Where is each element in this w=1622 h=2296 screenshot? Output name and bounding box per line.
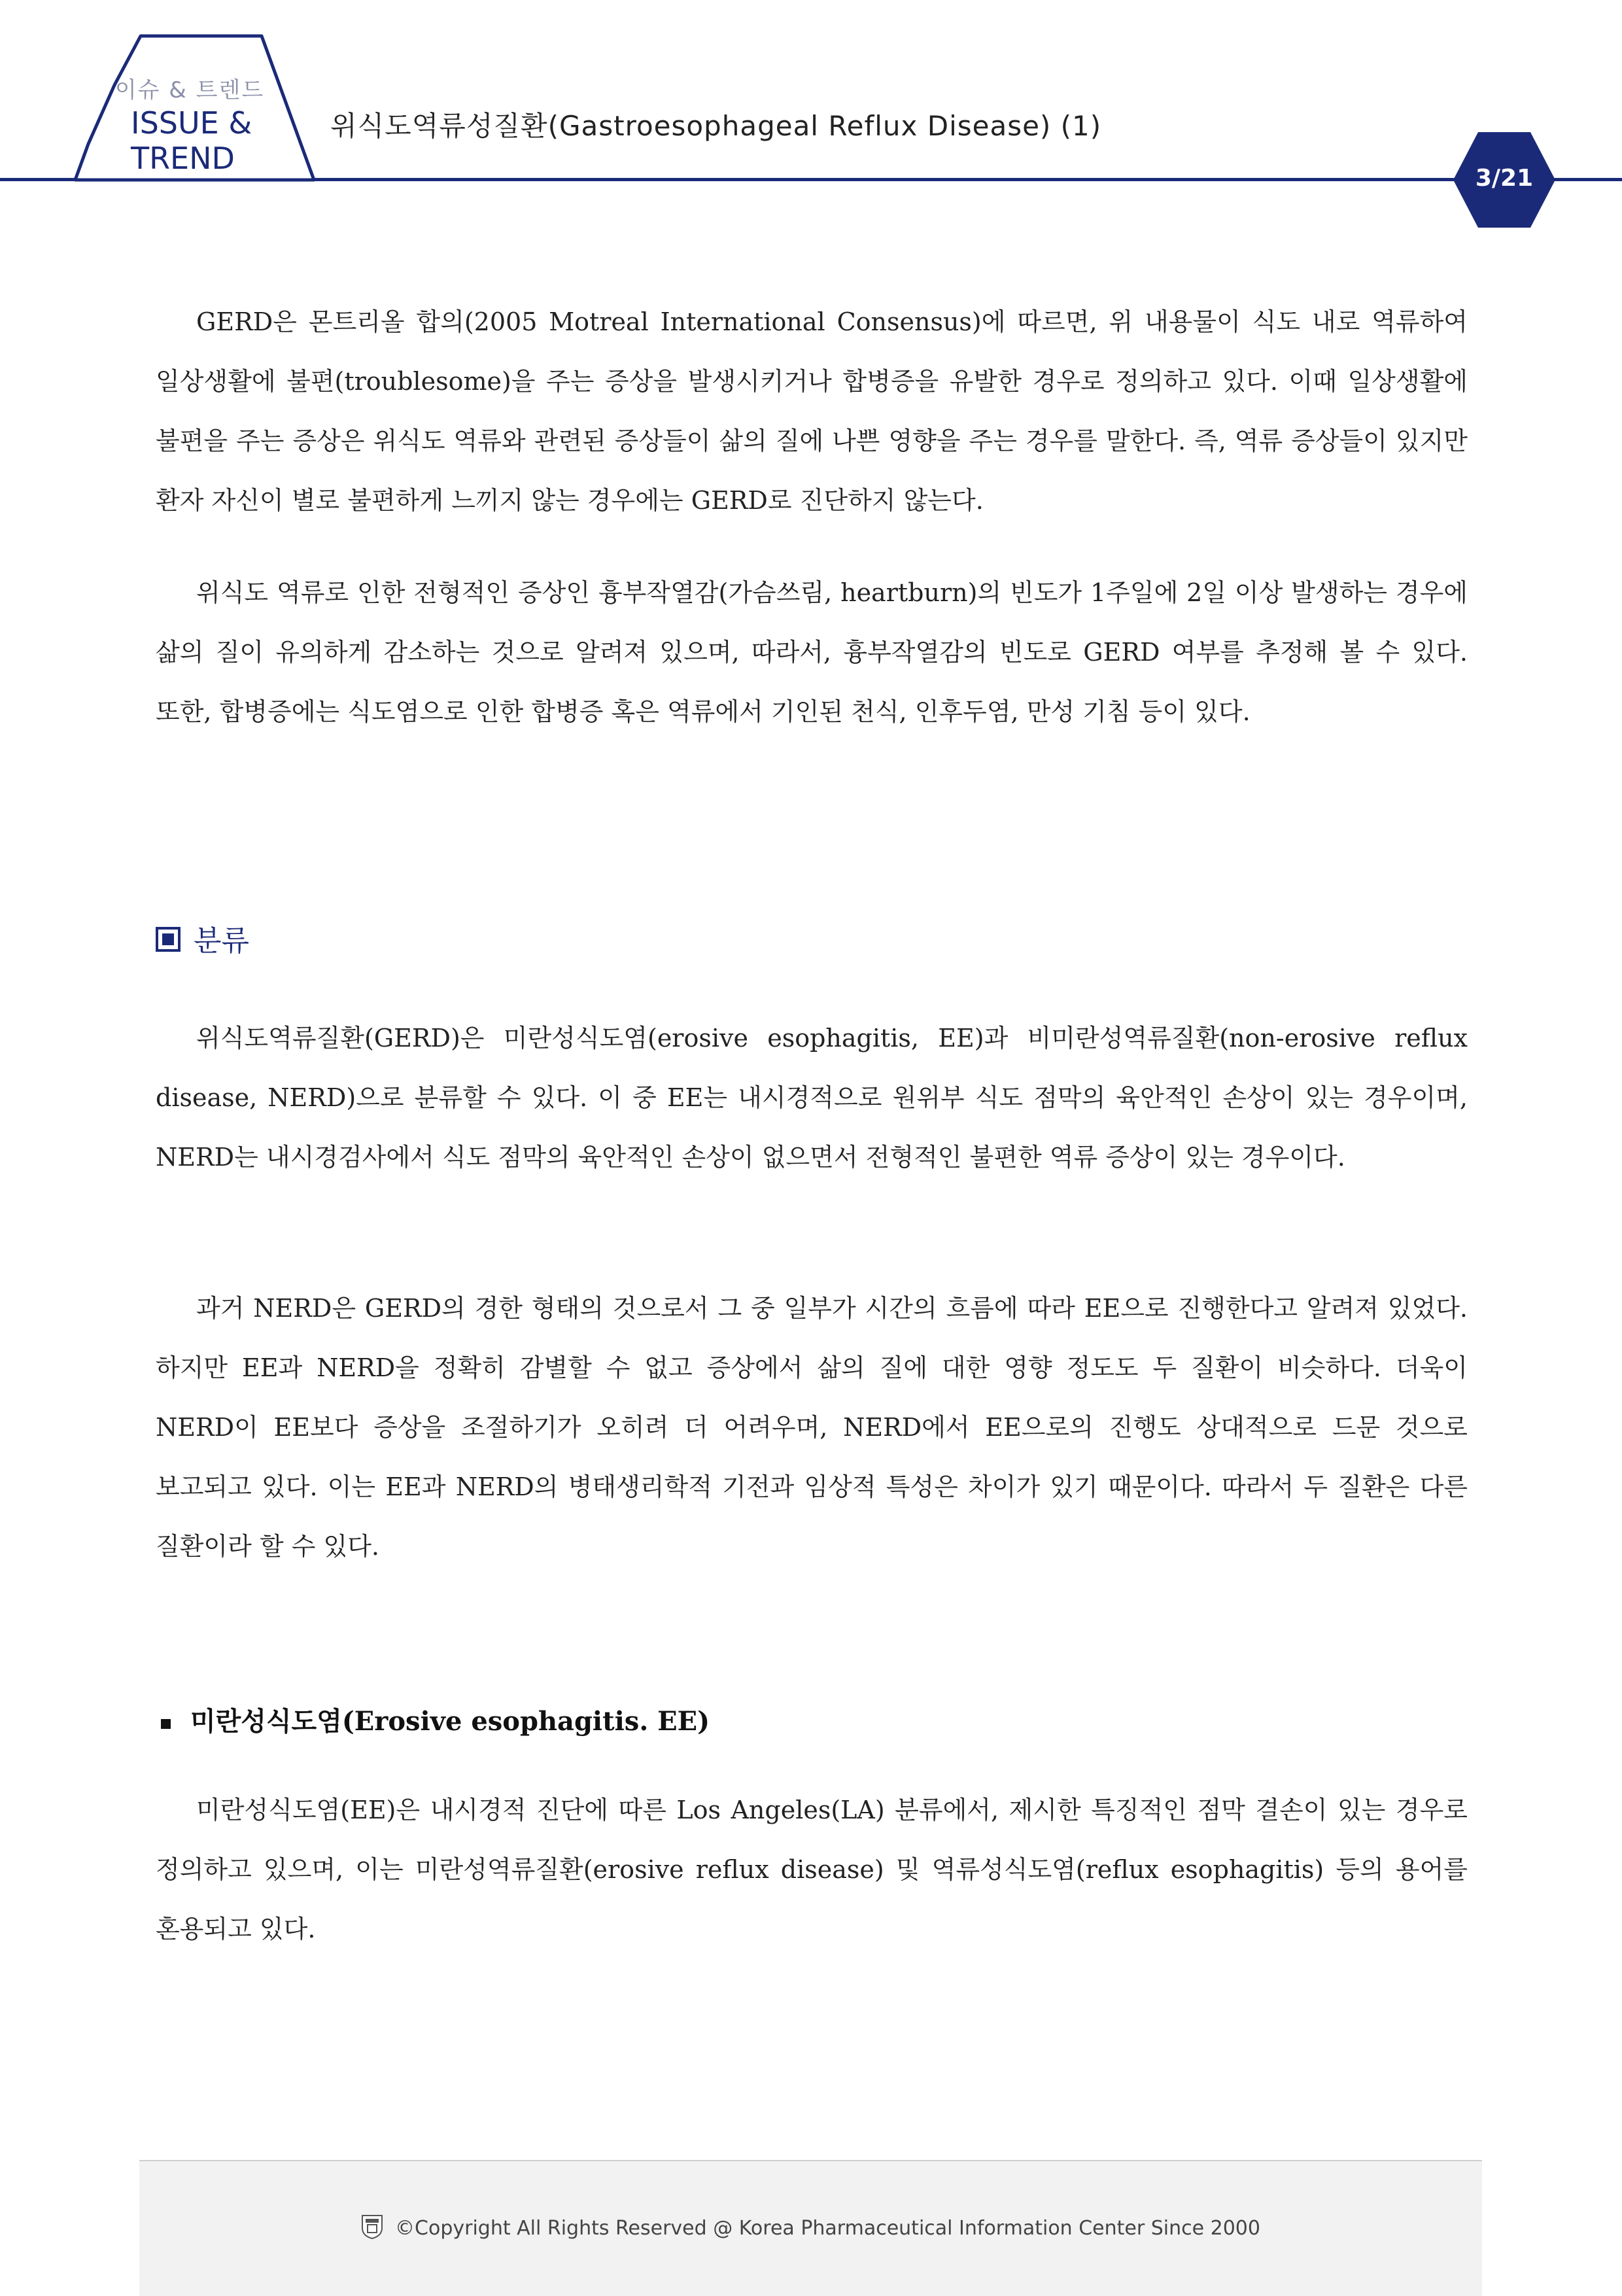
badge-korean-label: 이슈 & 트렌드 xyxy=(114,77,265,103)
subsection-heading xyxy=(161,1701,710,1738)
badge-label xyxy=(98,72,281,175)
paragraph-gerd-definition: GERD은 몬트리올 합의(2005 Motreal International Consensus)에 따르면, 위 내용물이 식도 내로 역류하여 일상생활에 불편(troublesome)을 주는 증상을 발생시키거나 합병증을 유발한 경우로 정의하고 있다. 이때 일상생활에 불편을 주는 증상은 위식도 역류와 관련된 증상들이 삶의 질에 나쁜 영향을 주는 경우를 말한다. 즉, 역류 증상들이 있지만 환자 자신이 별로 불편하게 느끼지 않는 경우에는 GERD로 진단하지 않는다. xyxy=(156,307,1468,515)
section-square-icon xyxy=(156,927,181,952)
badge-english-line2: TREND xyxy=(131,141,235,176)
paragraph-ee-definition: 미란성식도염(EE)은 내시경적 진단에 따른 Los Angeles(LA) 분류에서, 제시한 특징적인 점막 결손이 있는 경우로 정의하고 있으며, 이는 미란성역류질환(erosive reflux disease) 및 역류성식도염(reflux esophagitis) 등의 용어를 혼용되고 있다. xyxy=(156,1796,1468,1943)
kpic-shield-icon xyxy=(361,2214,383,2240)
page-number: 3/21 xyxy=(1475,165,1534,192)
paragraph-4-block xyxy=(156,1279,1468,1576)
paragraph-3-block xyxy=(156,1009,1468,1187)
page-title: 위식도역류성질환(Gastroesophageal Reflux Disease) (1) xyxy=(330,110,1102,142)
footer xyxy=(139,2160,1482,2296)
paragraph-heartburn: 위식도 역류로 인한 전형적인 증상인 흉부작열감(가슴쓰림, heartburn)의 빈도가 1주일에 2일 이상 발생하는 경우에 삶의 질이 유의하게 감소하는 것으로 알려져 있으며, 따라서, 흉부작열감의 빈도로 GERD 여부를 추정해 볼 수 있다. 또한, 합병증에는 식도염으로 인한 합병증 혹은 역류에서 기인된 천식, 인후두염, 만성 기침 등이 있다. xyxy=(156,578,1468,726)
paragraph-5-block xyxy=(156,1781,1468,1959)
paragraph-classification: 위식도역류질환(GERD)은 미란성식도염(erosive esophagitis, EE)과 비미란성역류질환(non-erosive reflux disease, NERD)으로 분류할 수 있다. 이 중 EE는 내시경적으로 원위부 식도 점막의 육안적인 손상이 있는 경우이며, NERD는 내시경검사에서 식도 점막의 육안적인 손상이 없으면서 전형적인 불편한 역류 증상이 있는 경우이다. xyxy=(156,1024,1468,1172)
paragraph-2-block xyxy=(156,563,1468,742)
square-bullet-icon xyxy=(161,1719,171,1729)
section-title: 분류 xyxy=(194,924,250,958)
paragraph-1-block xyxy=(156,292,1468,531)
section-heading xyxy=(156,917,249,959)
subsection-title: 미란성식도염(Erosive esophagitis. EE) xyxy=(190,1706,710,1737)
footer-copyright-line xyxy=(139,2214,1482,2240)
paragraph-nerd-history: 과거 NERD은 GERD의 경한 형태의 것으로서 그 중 일부가 시간의 흐름에 따라 EE으로 진행한다고 알려져 있었다. 하지만 EE과 NERD을 정확히 감별할 수 없고 증상에서 삶의 질에 대한 영향 정도도 두 질환이 비슷하다. 더욱이 NERD이 EE보다 증상을 조절하기가 오히려 더 어려우며, NERD에서 EE으로의 진행도 상대적으로 드문 것으로 보고되고 있다. 이는 EE과 NERD의 병태생리학적 기전과 임상적 특성은 차이가 있기 때문이다. 따라서 두 질환은 다른 질환이라 할 수 있다. xyxy=(156,1294,1468,1561)
badge-english-line1: ISSUE & xyxy=(131,105,252,141)
copyright-text: ©Copyright All Rights Reserved @ Korea Pharmaceutical Information Center Since 2000 xyxy=(395,2217,1260,2240)
